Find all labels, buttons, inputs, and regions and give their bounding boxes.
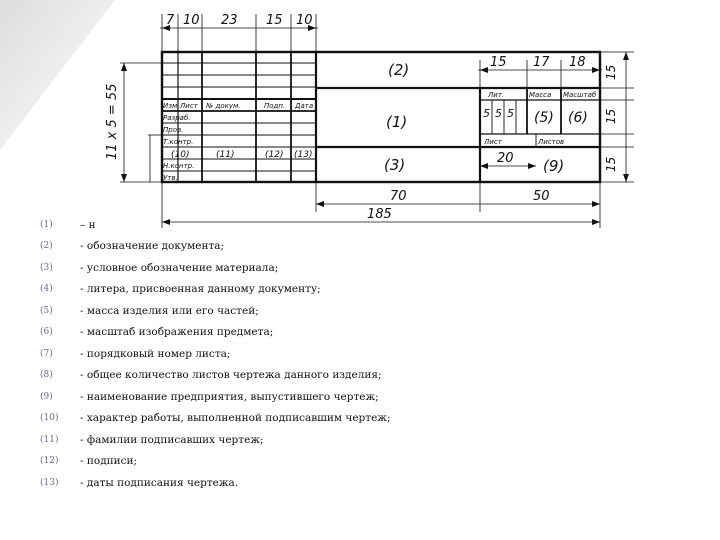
legend-number: (10) [40,413,59,424]
field-marker-3: (3) [384,156,406,174]
label-massa: Масса [529,91,552,99]
legend-number: (11) [40,434,59,445]
label-n-kontr: Н.контр. [163,162,195,170]
legend-item [40,279,600,301]
legend-text: - общее количество листов чертежа данного изделия; [80,369,382,382]
label-t-kontr: Т.контр. [163,138,194,146]
legend-item [40,365,600,387]
label-masshtab: Масштаб [563,91,597,99]
label-list-no: Лист [484,138,502,146]
label-utv: Утв. [163,174,178,182]
dim-inner-1: 15 [490,55,507,70]
legend-item [40,472,600,494]
field-marker-13: (13) [294,150,313,160]
dim-right-1: 15 [604,64,618,80]
legend-item [40,300,600,322]
label-listov: Листов [538,138,565,146]
dim-top-2: 10 [183,13,200,28]
field-marker-9: (9) [543,157,565,175]
dim-right-2: 15 [604,108,618,124]
label-data: Дата [295,102,314,110]
legend-number: (12) [40,456,59,467]
legend-item [40,386,600,408]
legend-item [40,408,600,430]
dim-small-3: 5 [507,107,514,120]
legend-item [40,236,600,258]
legend-text: - порядковый номер листа; [80,347,231,360]
legend-number: (5) [40,305,53,316]
field-marker-1: (1) [386,113,408,131]
label-izm: Изм [163,102,178,110]
field-marker-12: (12) [265,150,284,160]
legend-item [40,322,600,344]
field-marker-5: (5) [534,110,554,126]
field-marker-10: (10) [171,150,190,160]
legend-number: (3) [40,262,53,273]
dim-total-width: 185 [367,207,392,222]
legend-text: - масса изделия или его частей; [80,304,259,317]
label-podp: Подп. [264,102,286,110]
legend-text: – н [80,218,96,231]
dim-small-2: 5 [495,107,502,120]
legend-text: - обозначение документа; [80,240,225,253]
dim-bottom-20: 20 [497,151,514,166]
legend-text: - наименование предприятия, выпустившего чертеж; [80,390,379,403]
legend-text: - масштаб изображения предмета; [80,326,274,339]
dim-small-1: 5 [483,107,490,120]
label-prov: Пров. [163,126,184,134]
label-razrab: Разраб. [163,114,191,122]
dim-bottom-50: 50 [533,189,550,204]
legend-text: - фамилии подписавших чертеж; [80,433,264,446]
legend-item [40,451,600,473]
legend-number: (8) [40,370,53,381]
dim-inner-3: 18 [569,55,586,70]
legend-number: (2) [40,241,53,252]
dim-top-1: 7 [166,13,175,28]
legend-text: - подписи; [80,455,138,468]
field-marker-11: (11) [216,150,235,160]
legend-number: (4) [40,284,53,295]
label-lit: Лит. [488,91,505,99]
legend-item [40,214,600,236]
legend-number: (1) [40,219,53,230]
legend-text: - условное обозначение материала; [80,261,279,274]
legend-item [40,343,600,365]
field-marker-6: (6) [568,110,588,126]
legend-text: - даты подписания чертежа. [80,476,239,489]
label-n-dokum: № докум. [206,102,241,110]
legend-number: (6) [40,327,53,338]
legend-number: (13) [40,477,59,488]
field-legend-list [40,214,600,494]
dim-right-3: 15 [604,156,618,172]
dim-bottom-70: 70 [390,189,407,204]
dim-left-height: 11 x 5 = 55 [105,83,120,160]
dim-top-4: 15 [266,13,283,28]
legend-text: - литера, присвоенная данному документу; [80,283,321,296]
dim-inner-2: 17 [533,55,550,70]
legend-text: - характер работы, выполненной подписавшим чертеж; [80,412,391,425]
legend-item [40,257,600,279]
field-marker-2: (2) [388,61,410,79]
dim-top-5: 10 [296,13,313,28]
label-list: Лист [180,102,198,110]
dim-top-3: 23 [221,13,238,28]
legend-item [40,429,600,451]
legend-number: (9) [40,391,53,402]
legend-number: (7) [40,348,53,359]
